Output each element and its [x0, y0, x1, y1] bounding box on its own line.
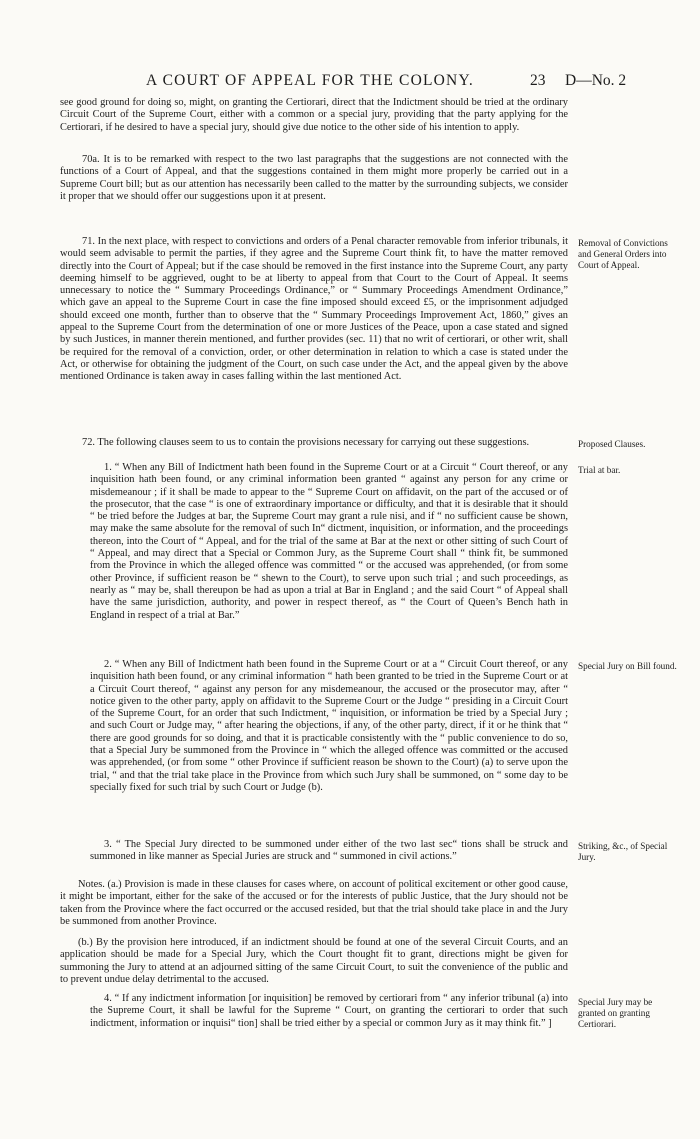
sidenote-clause-3: Striking, &c., of Special Jury.: [578, 841, 668, 862]
clause-4: 4. “ If any indictment information [or inquisition] be removed by certiorari from “ any inferior tribunal (a) into the Supreme Court, it shall be lawful for the Supreme “ Court, on granting the certiorari to order that such indictment, information or inquisi“ tion] shall be tried either by a special or common Jury as it may think fit.” ]: [90, 993, 568, 1029]
sidenote-clause-4: Special Jury may be granted on granting Certiorari.: [578, 997, 653, 1029]
document-number: D—No. 2: [565, 72, 627, 89]
sidenote-71: Removal of Convictions and General Orders into Court of Appeal.: [578, 238, 668, 270]
clause-3: 3. “ The Special Jury directed to be summoned under either of the two last sec“ tions shall be struck and summoned in like manner as Special Juries are struck and “ summoned in civil actions.”: [90, 839, 568, 863]
page-number: 23: [530, 72, 546, 89]
clause-1: 1. “ When any Bill of Indictment hath been found in the Supreme Court or at a Circuit “ Court thereof, or any inquisition hath been found, or any criminal information been granted “ against any person for any crime or misdemeanour ; if it shall be made to appear to the “ Supreme Court on affidavit, on the part of the accused or of the prosecutor, that the case “ is one of extraordinary importance or difficulty, and that it is desirable that it should “ be tried before the Judges at bar, the Supreme Court may grant a rule nisi, and if “ no sufficient cause be shown, may make the same absolute for the removal of such In“ dictment, inquisition, or information, and the proceedings thereon, into the Court of “ Appeal, and for the trial of the same at Bar at the next or other sitting of such Court of “ Appeal, and may direct that a Special or Common Jury, as the Supreme Court shall “ think fit, be summoned from the Province in which the alleged offence was committed “ or the accused was apprehended, (or from some other Province, if sufficient reason be “ shewn to the Court), to serve upon such trial ; and such proceedings, as nearly as “ may be, shall thereupon be had as upon a trial at Bar in England ; and the said Court “ of Appeal shall have the same jurisdiction, authority, and power in respect thereof, as “ the Court of Queen’s Bench hath in England in respect of a trial at Bar.”: [90, 462, 568, 621]
clause-2: 2. “ When any Bill of Indictment hath been found in the Supreme Court or at a “ Circuit Court thereof, or any inquisition hath been found, or any criminal information “ hath been granted to be tried in the Supreme Court or at a Circuit Court thereof, “ against any person for any misdemeanour, the accused or the prosecutor may, after “ notice given to the other party, apply on affidavit to the Supreme Court or the Judge “ presiding in a Circuit Court of the Supreme Court, for an order that such Indictment, “ inquisition, or information be tried by a Special Jury ; and such Court or Judge may, “ after hearing the objections, if any, of the other party, direct, if it or he think that “ there are good grounds for so doing, and that it is practicable consistently with the “ public convenience to do so, that a Special Jury be summoned from the Province in “ which the alleged offence was committed or the accused was apprehended, (or from some “ other Province if sufficient reason be shown to the Court) (a) to serve upon the trial, “ and that the trial take place in the Province from which such Jury shall be summoned, on “ some day to be specially fixed for such trial by such Court or Judge (b).: [90, 659, 568, 793]
para-70a: 70a. It is to be remarked with respect to the two last paragraphs that the suggestions are not connected with the functions of a Court of Appeal, and that the suggestions contained in them might more properly be carried out in a Supreme Court bill; but as our attention has necessarily been called to the matter by the surrounding subjects, we consider it proper that we should offer our suggestions upon it at present.: [60, 154, 568, 202]
note-a: Notes. (a.) Provision is made in these clauses for cases where, on account of political excitement or other good cause, it might be important, either for the sake of the accused or for the interests of public Justice, that the Jury should not be taken from the Province where the fact occurred or the accused resided, but that the trial should take place in and the Jury be summoned from another Province.: [60, 879, 568, 927]
para-72: 72. The following clauses seem to us to contain the provisions necessary for carrying out these suggestions.: [82, 437, 530, 448]
running-title: A COURT OF APPEAL FOR THE COLONY.: [146, 72, 474, 89]
sidenote-72: Proposed Clauses.: [578, 439, 646, 449]
sidenote-clause-1: Trial at bar.: [578, 465, 621, 475]
sidenote-clause-2: Special Jury on Bill found.: [578, 661, 677, 671]
note-b: (b.) By the provision here introduced, if an indictment should be found at one of the several Circuit Courts, and an application should be made for a Special Jury, which the Court thought fit to grant, directions might be given for summoning the Jury to attend at an adjourned sitting of the same Circuit Court, to suit the convenience of the public and to prevent undue delay detrimental to the accused.: [60, 937, 568, 985]
para-continued: see good ground for doing so, might, on granting the Certiorari, direct that the Indictment should be tried at the ordinary Circuit Court of the Supreme Court, either with a common or a special jury, providing that the party applying for the Certiorari, if he desired to have a special jury, should give due notice to the other side of his intention to apply.: [60, 97, 568, 133]
page-header: [60, 72, 675, 92]
para-71: 71. In the next place, with respect to convictions and orders of a Penal character removable from inferior tribunals, it would seem advisable to permit the parties, if they agree and the Supreme Court think fit, to have the matter removed directly into the Court of Appeal; but if the case should be removed in the first instance into the Supreme Court, any party deeming himself to be aggrieved, ought to be at liberty to appeal from that Court to the Court of Appeal. It seems unnecessary to notice the “ Summary Proceedings Ordinance,” or “ Summary Proceedings Amendment Ordinance,” which gave an appeal to the Supreme Court in case the fine imposed should exceed £5, or the imprisonment adjudged should exceed one month, further than to observe that the “ Summary Proceedings Improvement Act, 1860,” gives an appeal to the Supreme Court from the determination of one or more Justices of the Peace, upon a case stated and signed by such Justices, in manner therein mentioned, and further provides (sec. 11) that no writ of certiorari, or other writ, shall be required for the removal of a conviction, order, or other determination in relation to which a case is stated under the Act, or otherwise for obtaining the judgment of the Court, on such case under the Act, and the appeal given by the above mentioned Ordinance is taken away in cases falling within the last mentioned Act.: [60, 236, 568, 383]
